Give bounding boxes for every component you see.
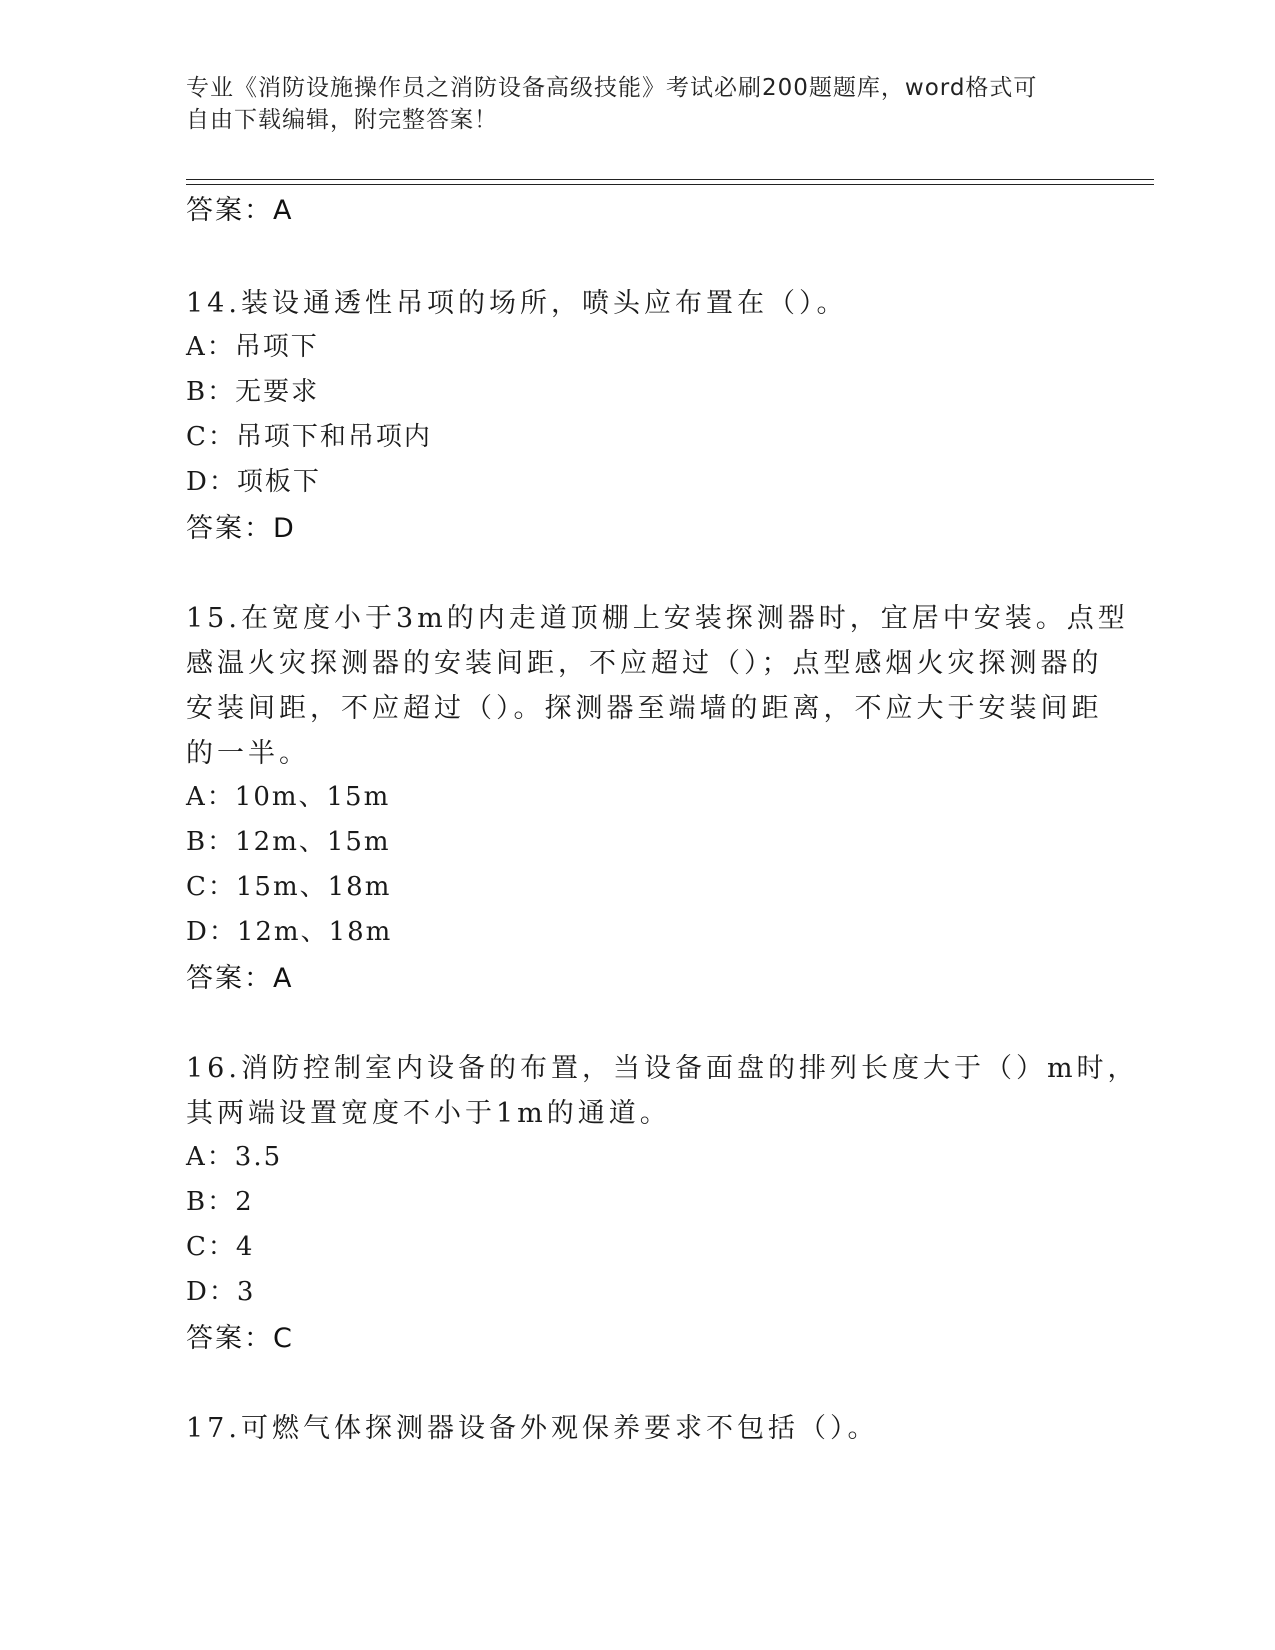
question-14-text: 14.装设通透性吊项的场所，喷头应布置在（）。 [186, 288, 848, 319]
answer-15: 答案：A [186, 963, 294, 994]
header-divider-bottom [186, 184, 1154, 185]
question-14-option-b: B：无要求 [186, 377, 320, 407]
document-header [186, 72, 1076, 136]
question-16-option-b: B：2 [186, 1187, 254, 1217]
question-15-line-2: 感温火灾探测器的安装间距，不应超过（）；点型感烟火灾探测器的 [186, 648, 1103, 679]
answer-16: 答案：C [186, 1323, 294, 1354]
question-16-line-2: 其两端设置宽度不小于1m的通道。 [186, 1098, 671, 1129]
question-16-option-a: A：3.5 [186, 1142, 283, 1172]
question-16-line-1: 16.消防控制室内设备的布置，当设备面盘的排列长度大于（）m时， [186, 1053, 1139, 1084]
question-15-line-1: 15.在宽度小于3m的内走道顶棚上安装探测器时，宜居中安装。点型 [186, 603, 1129, 634]
question-15-option-a: A：10m、15m [186, 782, 391, 812]
header-line-1: 专业《消防设施操作员之消防设备高级技能》考试必刷200题题库，word格式可 [186, 75, 1038, 101]
question-14-option-d: D：项板下 [186, 467, 321, 497]
question-14-option-c: C：吊项下和吊项内 [186, 422, 432, 452]
answer-13: 答案：A [186, 195, 294, 226]
question-15-option-c: C：15m、18m [186, 872, 392, 902]
question-17-text: 17.可燃气体探测器设备外观保养要求不包括（）。 [186, 1413, 879, 1444]
header-divider-top [186, 179, 1154, 180]
question-14-option-a: A：吊项下 [186, 332, 319, 362]
question-15-option-d: D：12m、18m [186, 917, 393, 947]
question-15-option-b: B：12m、15m [186, 827, 391, 857]
question-15-line-4: 的一半。 [186, 738, 310, 769]
answer-14: 答案：D [186, 513, 296, 544]
question-16-option-d: D：3 [186, 1277, 256, 1307]
question-16-option-c: C：4 [186, 1232, 255, 1262]
header-line-2: 自由下载编辑，附完整答案！ [186, 107, 498, 133]
question-15-line-3: 安装间距，不应超过（）。探测器至端墙的距离，不应大于安装间距 [186, 693, 1103, 724]
